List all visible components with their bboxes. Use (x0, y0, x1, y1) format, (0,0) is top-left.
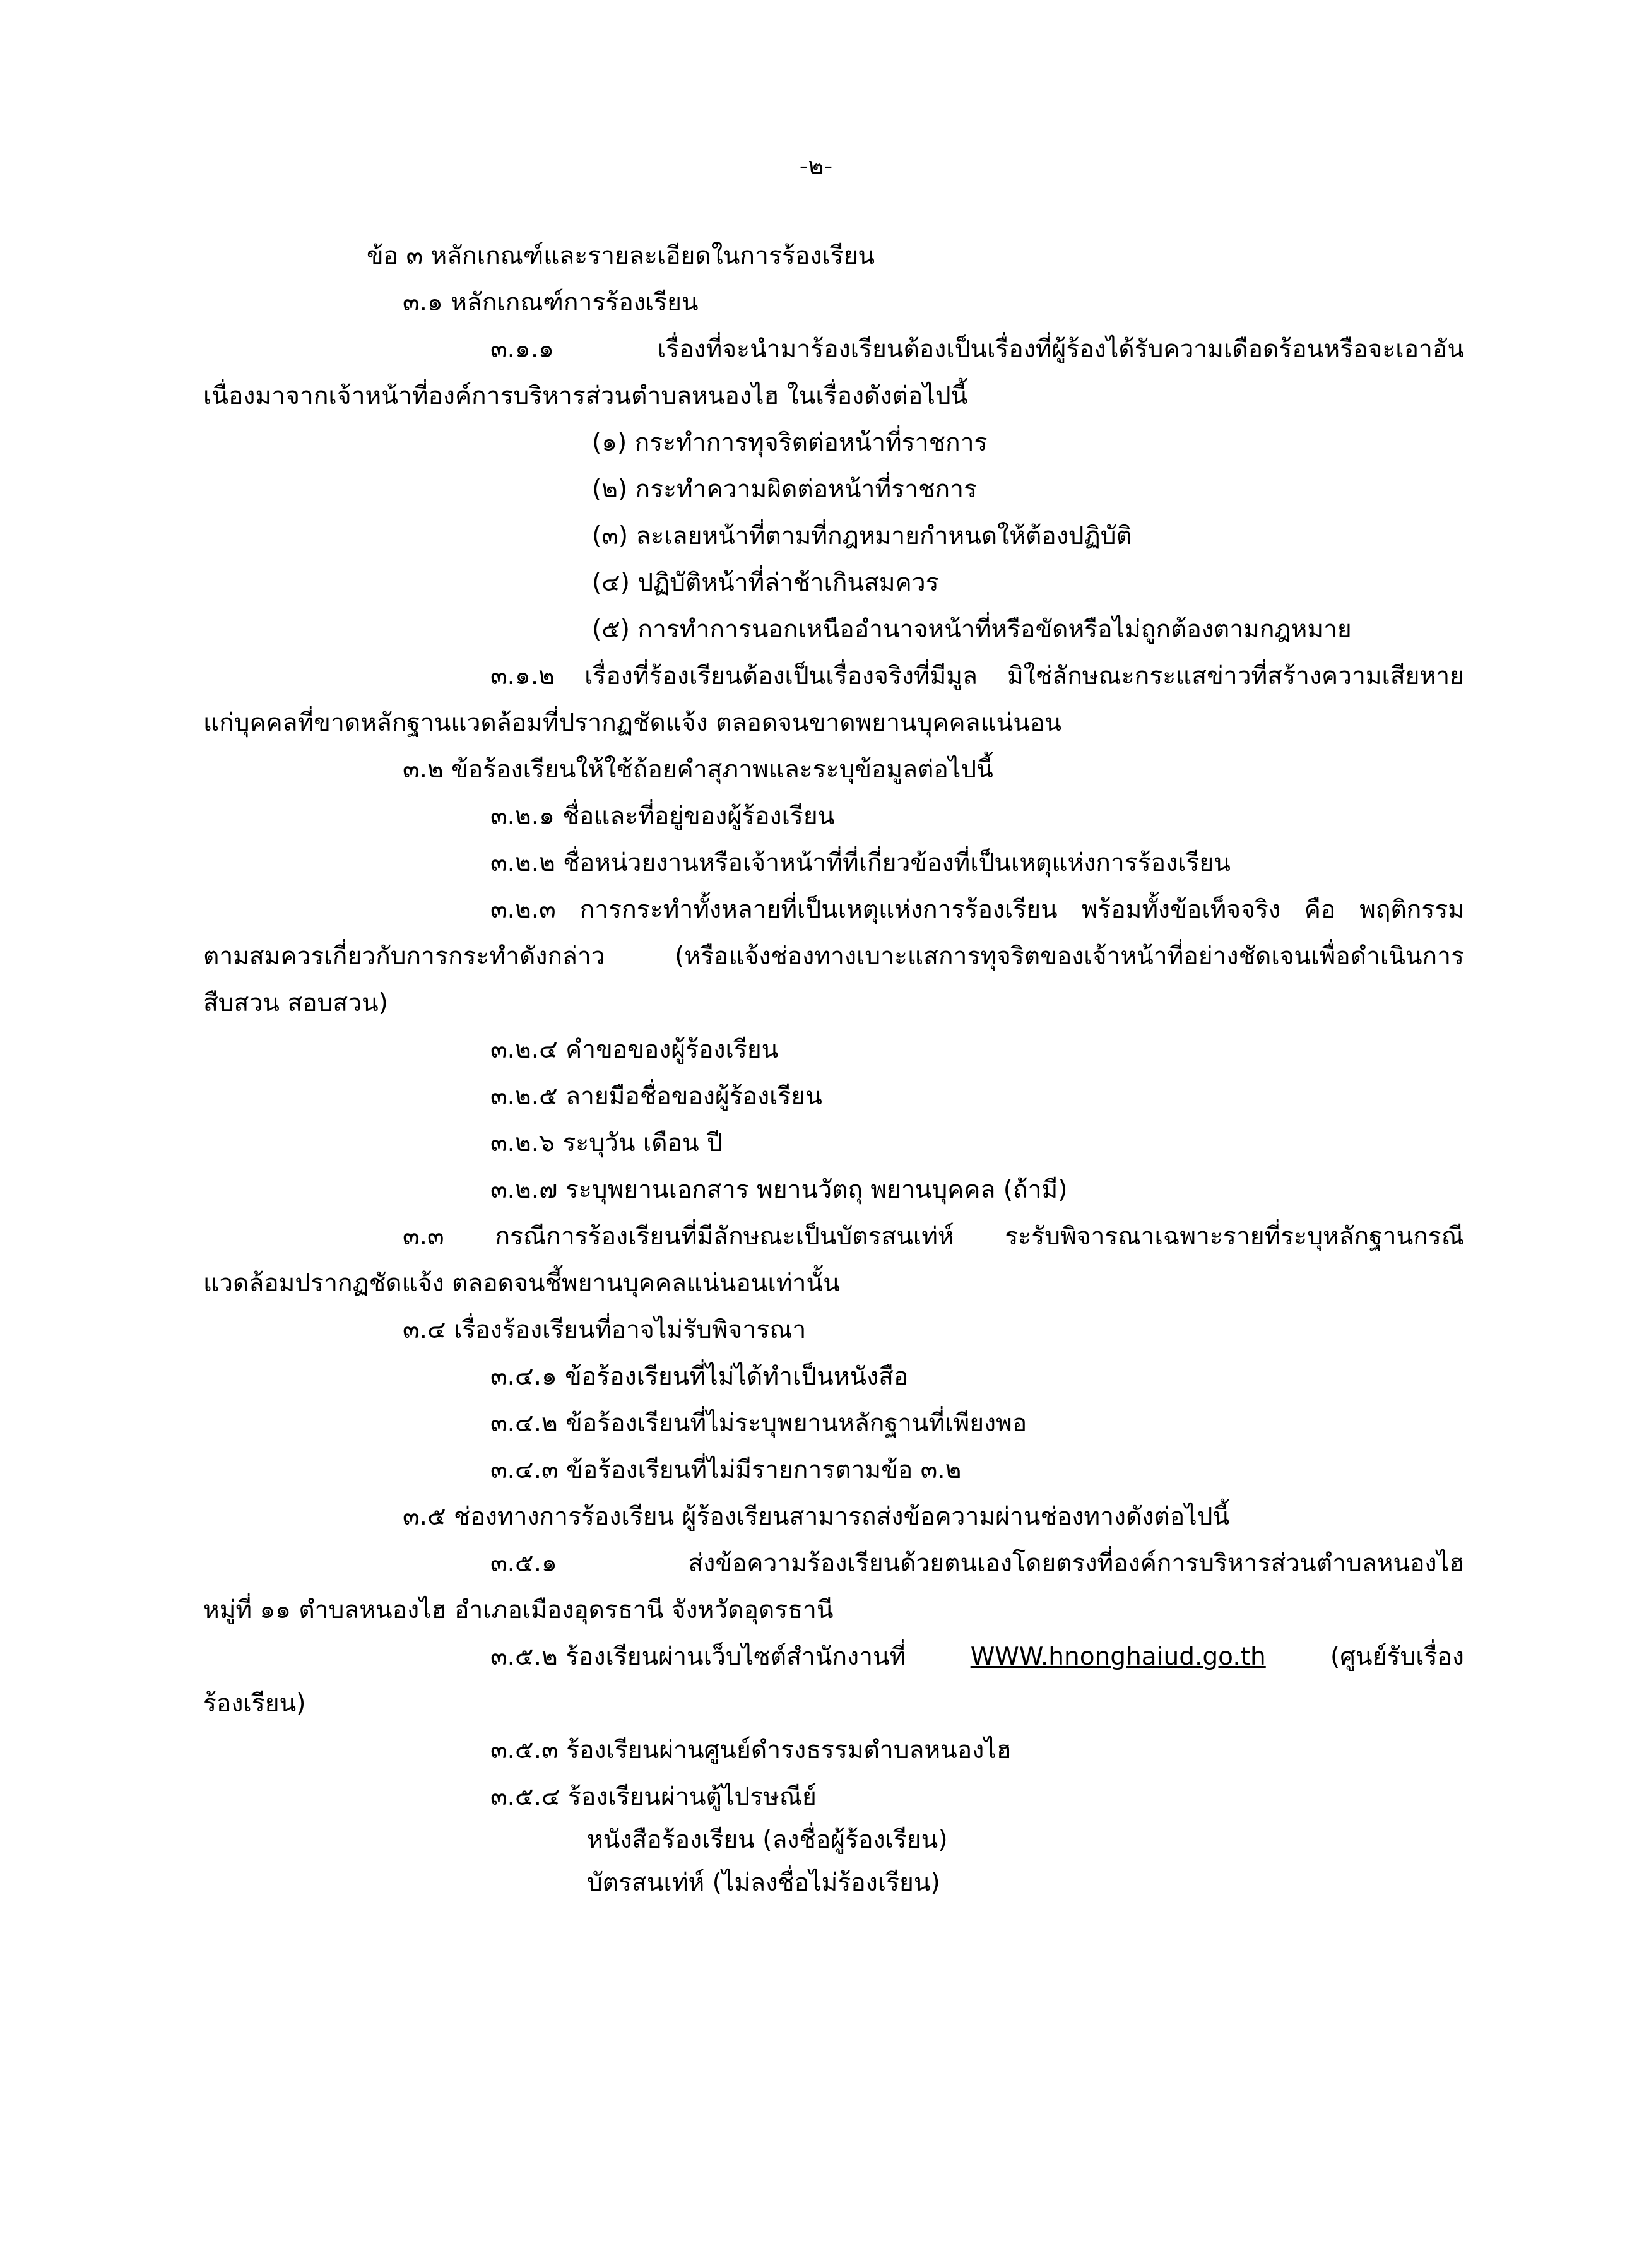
web-channel-suffix: (ศูนย์รับเรื่อง (1330, 1643, 1464, 1671)
document-line: ตามสมควรเกี่ยวกับการกระทำดังกล่าว (หรือแจ้งช่องทางเบาะแสการทุจริตของเจ้าหน้าที่อย่างชัดเจนเพื่อดำเนินการ (203, 942, 1464, 971)
document-line: ข้อ ๓ หลักเกณฑ์และรายละเอียดในการร้องเรียน (367, 242, 875, 270)
document-line: ๓.๑ หลักเกณฑ์การร้องเรียน (403, 288, 699, 317)
document-line: เนื่องมาจากเจ้าหน้าที่องค์การบริหารส่วนตำบลหนองไฮ ในเรื่องดังต่อไปนี้ (203, 382, 968, 410)
document-line: ๓.๒.๕ ลายมือชื่อของผู้ร้องเรียน (490, 1082, 822, 1111)
document-line: ๓.๔.๑ ข้อร้องเรียนที่ไม่ได้ทำเป็นหนังสือ (490, 1362, 909, 1391)
document-line: (๓) ละเลยหน้าที่ตามที่กฎหมายกำหนดให้ต้องปฏิบัติ (592, 522, 1132, 550)
document-line: (๒) กระทำความผิดต่อหน้าที่ราชการ (592, 475, 977, 504)
document-line: ๓.๒.๑ ชื่อและที่อยู่ของผู้ร้องเรียน (490, 802, 835, 830)
document-line: หมู่ที่ ๑๑ ตำบลหนองไฮ อำเภอเมืองอุดรธานี จังหวัดอุดรธานี (203, 1596, 834, 1624)
web-channel-prefix: ๓.๕.๒ ร้องเรียนผ่านเว็บไซต์สำนักงานที่ (490, 1643, 906, 1671)
document-line: ๓.๒ ข้อร้องเรียนให้ใช้ถ้อยคำสุภาพและระบุข้อมูลต่อไปนี้ (403, 755, 993, 784)
document-line: (๑) กระทำการทุจริตต่อหน้าที่ราชการ (592, 428, 988, 457)
document-line: ๓.๕ ช่องทางการร้องเรียน ผู้ร้องเรียนสามารถส่งข้อความผ่านช่องทางดังต่อไปนี้ (403, 1503, 1230, 1531)
website-link[interactable]: WWW.hnonghaiud.go.th (970, 1643, 1266, 1671)
document-line: บัตรสนเท่ห์ (ไม่ลงชื่อไม่ร้องเรียน) (587, 1869, 940, 1897)
document-line: ๓.๒.๒ ชื่อหน่วยงานหรือเจ้าหน้าที่ที่เกี่ยวข้องที่เป็นเหตุแห่งการร้องเรียน (490, 849, 1231, 877)
document-line: แวดล้อมปรากฏชัดแจ้ง ตลอดจนชี้พยานบุคคลแน่นอนเท่านั้น (203, 1269, 840, 1297)
document-line: ๓.๒.๓ การกระทำทั้งหลายที่เป็นเหตุแห่งการร้องเรียน พร้อมทั้งข้อเท็จจริง คือ พฤติกรรม (490, 895, 1464, 924)
document-line: ๓.๒.๖ ระบุวัน เดือน ปี (490, 1129, 723, 1157)
document-line: สืบสวน สอบสวน) (203, 989, 388, 1017)
document-line: ๓.๑.๒ เรื่องที่ร้องเรียนต้องเป็นเรื่องจริงที่มีมูล มิใช่ลักษณะกระแสข่าวที่สร้างความเสียหาย (490, 662, 1464, 690)
document-line: แก่บุคคลที่ขาดหลักฐานแวดล้อมที่ปรากฏชัดแจ้ง ตลอดจนขาดพยานบุคคลแน่นอน (203, 709, 1062, 737)
document-line: ๓.๒.๗ ระบุพยานเอกสาร พยานวัตถุ พยานบุคคล (ถ้ามี) (490, 1176, 1068, 1204)
web-channel-line (490, 1639, 1464, 1675)
document-line: หนังสือร้องเรียน (ลงชื่อผู้ร้องเรียน) (587, 1826, 948, 1854)
document-line: (๕) การทำการนอกเหนืออำนาจหน้าที่หรือขัดหรือไม่ถูกต้องตามกฎหมาย (592, 615, 1352, 644)
document-line: ๓.๕.๑ ส่งข้อความร้องเรียนด้วยตนเองโดยตรงที่องค์การบริหารส่วนตำบลหนองไฮ (490, 1549, 1464, 1578)
document-line: (๔) ปฏิบัติหน้าที่ล่าช้าเกินสมควร (592, 569, 939, 597)
document-line: ๓.๑.๑ เรื่องที่จะนำมาร้องเรียนต้องเป็นเรื่องที่ผู้ร้องได้รับความเดือดร้อนหรือจะเอาอัน (490, 335, 1464, 363)
document-line: ร้องเรียน) (203, 1689, 306, 1718)
document-line: ๓.๓ กรณีการร้องเรียนที่มีลักษณะเป็นบัตรสนเท่ห์ ระรับพิจารณาเฉพาะรายที่ระบุหลักฐานกรณี (403, 1222, 1464, 1251)
document-line: ๓.๔.๓ ข้อร้องเรียนที่ไม่มีรายการตามข้อ ๓.๒ (490, 1456, 962, 1484)
document-line: ๓.๔.๒ ข้อร้องเรียนที่ไม่ระบุพยานหลักฐานที่เพียงพอ (490, 1409, 1027, 1438)
document-line: ๓.๕.๓ ร้องเรียนผ่านศูนย์ดำรงธรรมตำบลหนองไฮ (490, 1736, 1012, 1764)
document-line: ๓.๕.๔ ร้องเรียนผ่านตู้ไปรษณีย์ (490, 1783, 817, 1811)
page-number: -๒- (799, 152, 833, 180)
document-line: ๓.๔ เรื่องร้องเรียนที่อาจไม่รับพิจารณา (403, 1316, 807, 1344)
document-line: ๓.๒.๔ คำขอของผู้ร้องเรียน (490, 1036, 779, 1064)
